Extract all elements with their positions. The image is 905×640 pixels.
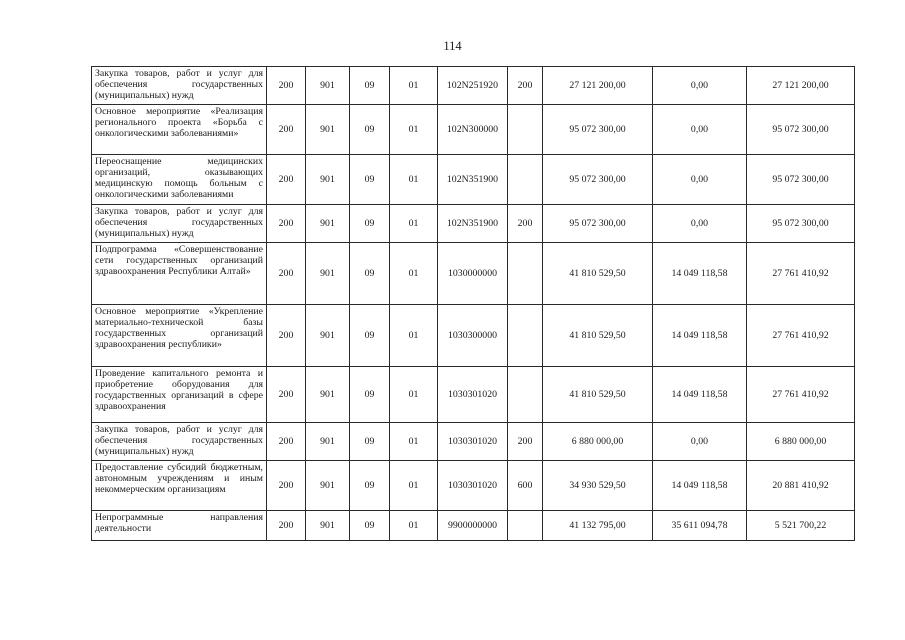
row-amount-total-cell: 27 121 200,00 <box>543 67 653 105</box>
row-amount-federal-cell: 35 611 094,78 <box>653 511 747 541</box>
row-expense-type-cell: 200 <box>508 67 543 105</box>
table-row <box>92 243 855 305</box>
row-subsection-cell: 01 <box>390 461 438 511</box>
row-subsection-cell: 01 <box>390 67 438 105</box>
row-expense-type-cell <box>508 305 543 367</box>
row-amount-federal-cell: 14 049 118,58 <box>653 461 747 511</box>
row-name-cell: Закупка товаров, работ и услуг для обеспечения государственных (муниципальных) нужд <box>92 423 267 461</box>
row-section-cell: 09 <box>350 243 390 305</box>
row-section-cell: 09 <box>350 205 390 243</box>
row-amount-regional-cell: 5 521 700,22 <box>747 511 855 541</box>
row-amount-total-cell: 95 072 300,00 <box>543 105 653 155</box>
row-amount-regional-cell: 20 881 410,92 <box>747 461 855 511</box>
row-ministry-code-cell: 901 <box>306 155 350 205</box>
row-amount-federal-cell: 0,00 <box>653 67 747 105</box>
row-target-article-cell: 1030000000 <box>438 243 508 305</box>
row-section-cell: 09 <box>350 155 390 205</box>
row-expense-type-cell <box>508 105 543 155</box>
row-admin-code-cell: 200 <box>267 67 306 105</box>
row-admin-code-cell: 200 <box>267 155 306 205</box>
row-name-cell: Непрограммные направления деятельности <box>92 511 267 541</box>
row-section-cell: 09 <box>350 367 390 423</box>
table-row <box>92 105 855 155</box>
row-amount-federal-cell: 0,00 <box>653 105 747 155</box>
row-ministry-code-cell: 901 <box>306 243 350 305</box>
row-target-article-cell: 1030301020 <box>438 367 508 423</box>
row-amount-federal-cell: 14 049 118,58 <box>653 243 747 305</box>
row-amount-total-cell: 95 072 300,00 <box>543 205 653 243</box>
row-subsection-cell: 01 <box>390 243 438 305</box>
row-amount-total-cell: 95 072 300,00 <box>543 155 653 205</box>
row-amount-total-cell: 6 880 000,00 <box>543 423 653 461</box>
row-admin-code-cell: 200 <box>267 243 306 305</box>
row-expense-type-cell <box>508 367 543 423</box>
row-amount-total-cell: 41 810 529,50 <box>543 367 653 423</box>
row-admin-code-cell: 200 <box>267 305 306 367</box>
row-expense-type-cell: 200 <box>508 205 543 243</box>
row-target-article-cell: 1030301020 <box>438 461 508 511</box>
row-target-article-cell: 9900000000 <box>438 511 508 541</box>
row-section-cell: 09 <box>350 305 390 367</box>
row-subsection-cell: 01 <box>390 367 438 423</box>
row-name-cell: Основное мероприятие «Укрепление материально-технической базы государственных организаций здравоохранения республики» <box>92 305 267 367</box>
row-section-cell: 09 <box>350 423 390 461</box>
row-admin-code-cell: 200 <box>267 205 306 243</box>
row-amount-total-cell: 41 810 529,50 <box>543 243 653 305</box>
row-ministry-code-cell: 901 <box>306 205 350 243</box>
table-row <box>92 367 855 423</box>
row-expense-type-cell <box>508 511 543 541</box>
row-name-cell: Основное мероприятие «Реализация регионального проекта «Борьба с онкологическими заболеваниями» <box>92 105 267 155</box>
row-admin-code-cell: 200 <box>267 105 306 155</box>
row-section-cell: 09 <box>350 461 390 511</box>
row-name-cell: Проведение капитального ремонта и приобретение оборудования для государственных организаций в сфере здравоохранения <box>92 367 267 423</box>
row-ministry-code-cell: 901 <box>306 511 350 541</box>
table-row <box>92 205 855 243</box>
row-amount-regional-cell: 95 072 300,00 <box>747 205 855 243</box>
row-name-cell: Закупка товаров, работ и услуг для обеспечения государственных (муниципальных) нужд <box>92 205 267 243</box>
row-ministry-code-cell: 901 <box>306 305 350 367</box>
page-number: 114 <box>443 39 462 53</box>
row-amount-regional-cell: 6 880 000,00 <box>747 423 855 461</box>
table-row <box>92 155 855 205</box>
row-subsection-cell: 01 <box>390 423 438 461</box>
row-amount-regional-cell: 27 761 410,92 <box>747 367 855 423</box>
row-section-cell: 09 <box>350 105 390 155</box>
row-admin-code-cell: 200 <box>267 461 306 511</box>
table-body <box>92 67 855 541</box>
row-expense-type-cell <box>508 155 543 205</box>
table-row <box>92 305 855 367</box>
row-amount-federal-cell: 14 049 118,58 <box>653 367 747 423</box>
row-amount-total-cell: 41 132 795,00 <box>543 511 653 541</box>
row-amount-total-cell: 41 810 529,50 <box>543 305 653 367</box>
row-amount-total-cell: 34 930 529,50 <box>543 461 653 511</box>
row-amount-regional-cell: 95 072 300,00 <box>747 105 855 155</box>
row-ministry-code-cell: 901 <box>306 461 350 511</box>
row-admin-code-cell: 200 <box>267 511 306 541</box>
row-target-article-cell: 1030301020 <box>438 423 508 461</box>
row-ministry-code-cell: 901 <box>306 423 350 461</box>
row-ministry-code-cell: 901 <box>306 105 350 155</box>
row-ministry-code-cell: 901 <box>306 367 350 423</box>
budget-table <box>91 66 855 541</box>
row-admin-code-cell: 200 <box>267 367 306 423</box>
row-target-article-cell: 102N351900 <box>438 205 508 243</box>
row-subsection-cell: 01 <box>390 205 438 243</box>
row-section-cell: 09 <box>350 511 390 541</box>
row-target-article-cell: 1030300000 <box>438 305 508 367</box>
row-amount-federal-cell: 0,00 <box>653 423 747 461</box>
table-row <box>92 461 855 511</box>
row-ministry-code-cell: 901 <box>306 67 350 105</box>
row-expense-type-cell <box>508 243 543 305</box>
table-row <box>92 423 855 461</box>
row-amount-regional-cell: 27 761 410,92 <box>747 305 855 367</box>
row-target-article-cell: 102N351900 <box>438 155 508 205</box>
row-name-cell: Подпрограмма «Совершенствование сети государственных организаций здравоохранения Республики Алтай» <box>92 243 267 305</box>
row-section-cell: 09 <box>350 67 390 105</box>
row-amount-regional-cell: 27 121 200,00 <box>747 67 855 105</box>
row-name-cell: Предоставление субсидий бюджетным, автономным учреждениям и иным некоммерческим организациям <box>92 461 267 511</box>
row-subsection-cell: 01 <box>390 511 438 541</box>
row-amount-federal-cell: 0,00 <box>653 155 747 205</box>
row-amount-regional-cell: 27 761 410,92 <box>747 243 855 305</box>
row-admin-code-cell: 200 <box>267 423 306 461</box>
row-amount-federal-cell: 14 049 118,58 <box>653 305 747 367</box>
row-target-article-cell: 102N300000 <box>438 105 508 155</box>
row-subsection-cell: 01 <box>390 105 438 155</box>
table-row <box>92 511 855 541</box>
row-amount-federal-cell: 0,00 <box>653 205 747 243</box>
row-amount-regional-cell: 95 072 300,00 <box>747 155 855 205</box>
row-target-article-cell: 102N251920 <box>438 67 508 105</box>
row-subsection-cell: 01 <box>390 305 438 367</box>
table-row <box>92 67 855 105</box>
row-expense-type-cell: 200 <box>508 423 543 461</box>
row-name-cell: Переоснащение медицинских организаций, оказывающих медицинскую помощь больным с онкологическими заболеваниями <box>92 155 267 205</box>
row-subsection-cell: 01 <box>390 155 438 205</box>
row-name-cell: Закупка товаров, работ и услуг для обеспечения государственных (муниципальных) нужд <box>92 67 267 105</box>
row-expense-type-cell: 600 <box>508 461 543 511</box>
